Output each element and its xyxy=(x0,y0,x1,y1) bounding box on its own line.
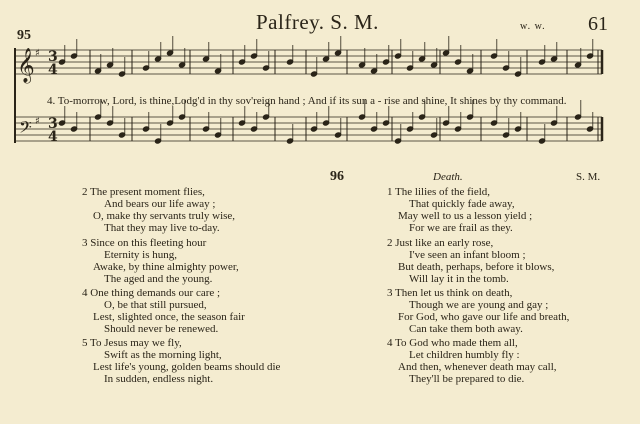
treble-staff xyxy=(15,50,602,74)
stanza-line: In sudden, endless night. xyxy=(104,373,214,385)
time-signature-top-bass: 3 xyxy=(48,116,58,132)
stanza-line: 2 The present moment flies, xyxy=(82,186,205,198)
left-stanza-1 xyxy=(82,186,235,234)
stanza-line: Let children humbly fly : xyxy=(409,349,520,361)
stanza-line: Lest, slighted once, the season fair xyxy=(93,311,245,323)
stanza-line: 4 To God who made them all, xyxy=(387,337,518,349)
hymn-96-meter: S. M. xyxy=(576,171,601,183)
hymn-number-95: 95 xyxy=(17,28,31,43)
stanza-line: 2 Just like an early rose, xyxy=(387,237,494,249)
stanza-line: The aged and the young. xyxy=(104,273,213,285)
bass-staff xyxy=(15,117,602,141)
stanza-line: For God, who gave our life and breath, xyxy=(398,311,570,323)
stanza-line: O, be that still pursued, xyxy=(104,299,207,311)
bass-clef-icon: 𝄢 xyxy=(19,117,32,141)
key-signature-bass: ♯ xyxy=(35,116,40,127)
stanza-line: Can take them both away. xyxy=(409,323,523,335)
stanza-line: They'll be prepared to die. xyxy=(409,373,525,385)
final-barline xyxy=(598,50,602,141)
stanza-line: For we are frail as they. xyxy=(409,222,513,234)
stanza-line: May well to us a lesson yield ; xyxy=(398,210,533,222)
stanza-line: That quickly fade away, xyxy=(409,198,515,210)
right-stanza-2 xyxy=(387,237,554,285)
stanza-line: Should never be renewed. xyxy=(104,323,219,335)
time-signature-bottom-treble: 4 xyxy=(48,62,58,78)
hymn-tune-title: Palfrey. S. M. xyxy=(256,10,379,34)
stanza-line: Though we are young and gay ; xyxy=(409,299,549,311)
time-signature-top-treble: 3 xyxy=(48,49,58,65)
stanza-line: Will lay it in the tomb. xyxy=(409,273,509,285)
left-stanza-2 xyxy=(82,237,239,285)
stanza-line: I've seen an infant bloom ; xyxy=(409,249,526,261)
composer-initials: w. w. xyxy=(520,21,546,32)
hymn-96-title: Death. xyxy=(433,171,463,183)
music-staves xyxy=(0,0,640,170)
stanza-line: That they may live to-day. xyxy=(104,222,220,234)
right-stanza-4 xyxy=(387,337,557,385)
hymn-number-96: 96 xyxy=(330,169,344,184)
stanza-line: O, make thy servants truly wise, xyxy=(93,210,236,222)
stanza-line: 5 To Jesus may we fly, xyxy=(82,337,182,349)
left-stanza-3 xyxy=(82,287,245,335)
stanza-line: But death, perhaps, before it blows, xyxy=(398,261,555,273)
stanza-line: Awake, by thine almighty power, xyxy=(93,261,239,273)
stanza-line: Swift as the morning light, xyxy=(104,349,222,361)
stanza-line: Eternity is hung, xyxy=(104,249,178,261)
stanza-line: 3 Since on this fleeting hour xyxy=(82,237,207,249)
hymn-95-lyric-line: 4. To-morrow, Lord, is thine,Lodg'd in thy sov'reign hand ; And if its sun a - rise and shine, It shines by thy command. xyxy=(47,95,567,107)
time-signature-bottom-bass: 4 xyxy=(48,129,58,145)
stanza-line: 4 One thing demands our care ; xyxy=(82,287,221,299)
stanza-line: 1 The lilies of the field, xyxy=(387,186,491,198)
stanza-line: And then, whenever death may call, xyxy=(398,361,557,373)
key-signature-treble: ♯ xyxy=(35,48,40,59)
page-number: 61 xyxy=(588,13,608,35)
stanza-line: And bears our life away ; xyxy=(104,198,216,210)
stanza-line: 3 Then let us think on death, xyxy=(387,287,513,299)
treble-clef-icon: 𝄞 xyxy=(17,48,35,83)
left-stanza-4 xyxy=(82,337,280,385)
stanza-line: Lest life's young, golden beams should die xyxy=(93,361,281,373)
right-stanza-3 xyxy=(387,287,569,335)
right-stanza-1 xyxy=(387,186,532,234)
